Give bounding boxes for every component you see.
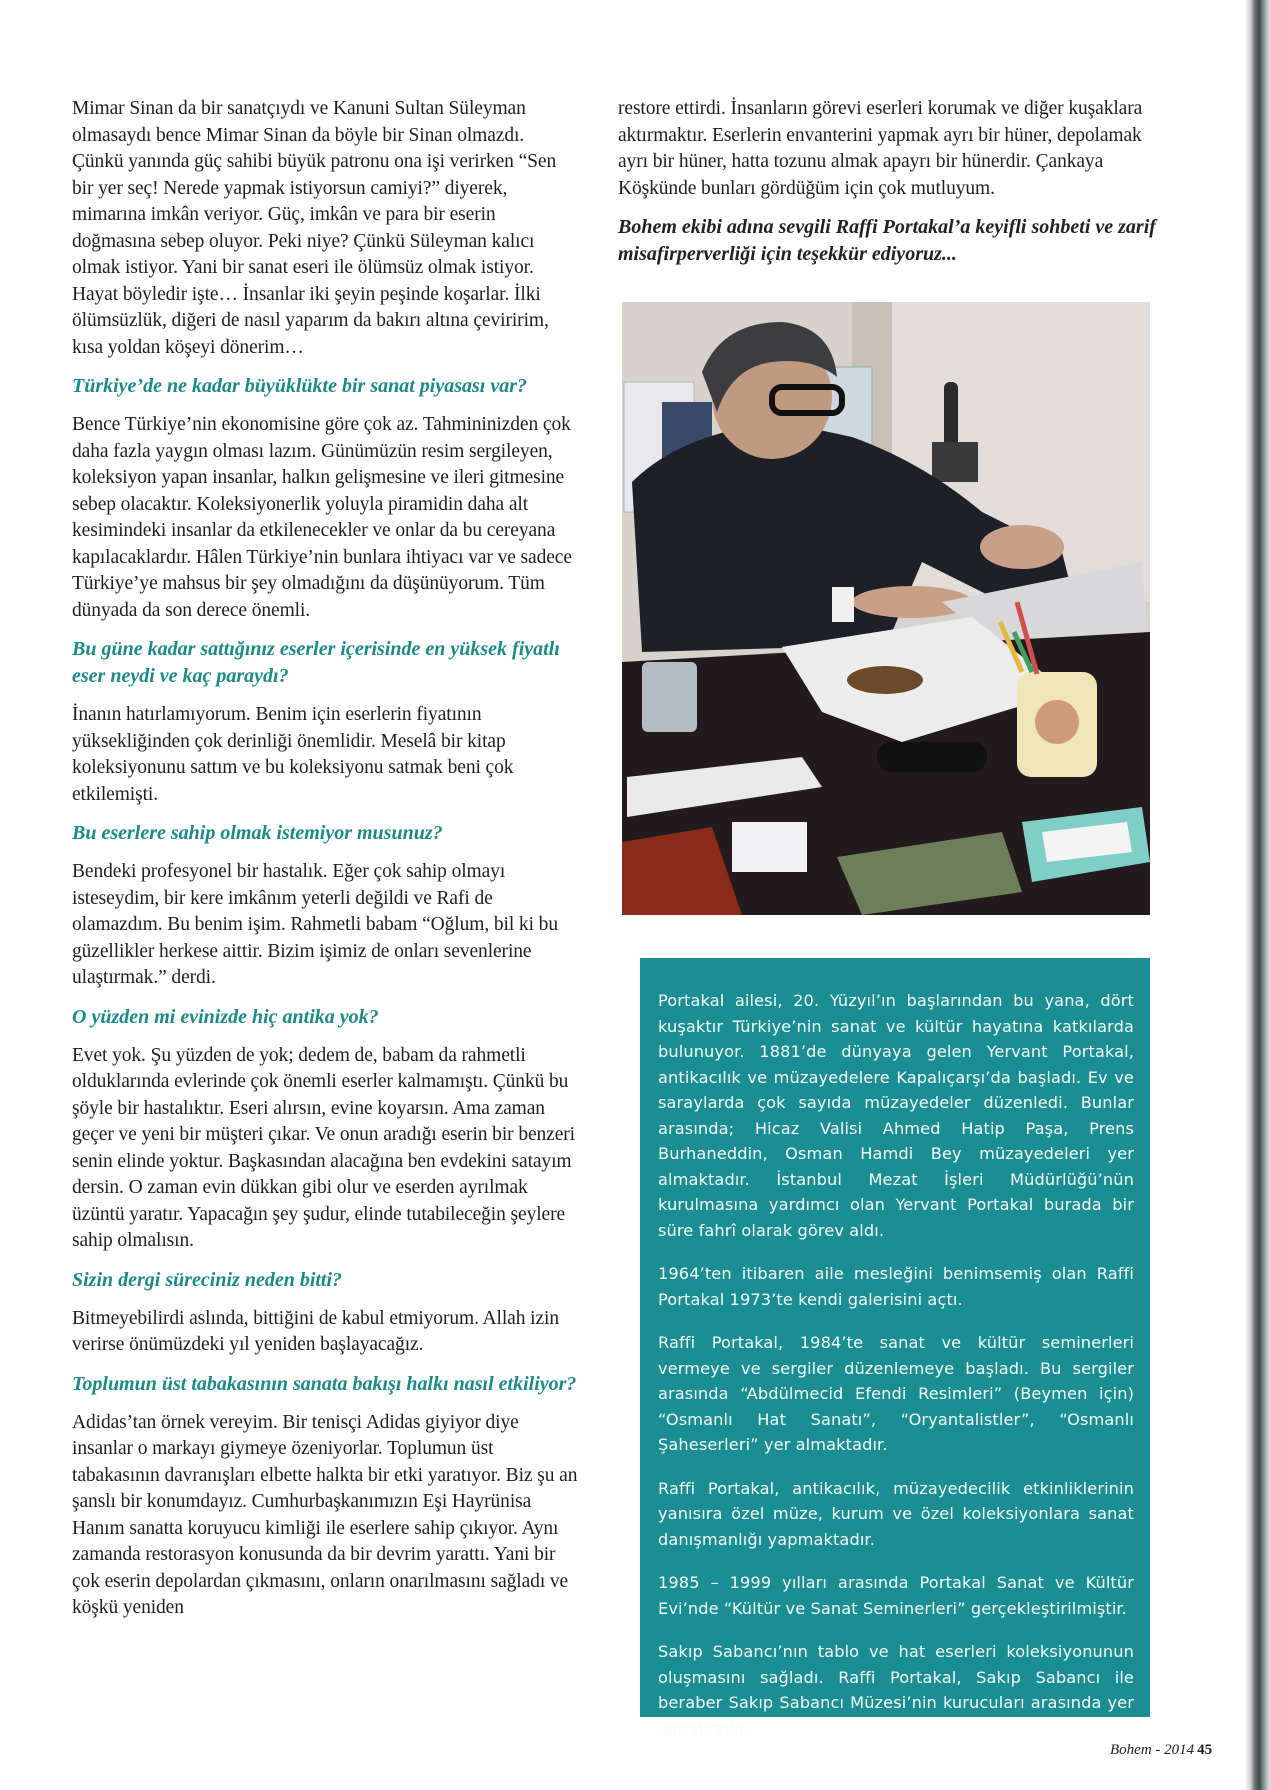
answer-paragraph: Evet yok. Şu yüzden de yok; dedem de, babam da rahmetli olduklarında evlerinde çok önemli eserler kalmamıştı. Çünkü bu şöyle bir hastalıktır. Eseri alırsın, evine koyarsın. Ama zaman geçer ve yeni bir müşteri çıkar. Ve onun aradığı eserin bir benzeri senin elinde yoktur. Başkasından alacağına ben evdekini satayım dersin. O zaman evin dükkan gibi olur ve eserden ayrılmak üzüntü yaratır. Yapacağın şey şudur, elinde tutabileceğin şeylere sahip olmalısın. [72,1044,575,1251]
page-binding-edge [1246,0,1270,1790]
answer-paragraph: Adidas’tan örnek vereyim. Bir tenisçi Adidas giyiyor diye insanlar o markayı giymeye özeniyorlar. Toplumun üst tabakasının davranışları elbette halkta bir etki yaratıyor. Biz şu an şanslı bir konumdayız. Cumhurbaşkanımızın Eşi Hayrünisa Hanım sanatta koruyucu kimliği ile eserlere sahip çıkıyor. Aynı zamanda restorasyon konusunda da bir devrim yarattı. Yani bir çok eserin depolardan çıkmasını, onların onarılmasını sağladı ve köşkü yeniden [72,1411,578,1618]
interview-question: Bu eserlere sahip olmak istemiyor musunuz? [72,822,443,844]
magazine-name: Bohem - 2014 [1110,1742,1195,1758]
interview-question: Sizin dergi süreciniz neden bitti? [72,1268,343,1291]
answer-paragraph: Bendeki profesyonel bir hastalık. Eğer çok sahip olmayı isteseydim, bir kere imkânım yeterli değildi ve Rafi de olamazdım. Bu benim işim. Rahmetli babam “Oğlum, bil ki bu güzellikler herkese aittir. Bizim işimiz de onları sevenlerine ulaştırmak.” derdi. [72,861,558,988]
continuation-paragraph: restore ettirdi. İnsanların görevi eserleri korumak ve diğer kuşaklara aktırmaktır. Eserlerin envanterini yapmak ayrı bir hüner, depolamak ayrı bir hüner, hatta tozunu almak apayrı bir hünerdir. Çankaya Köşkünde bunları gördüğüm için çok mutluyum. [618,98,1143,199]
answer-paragraph: Mimar Sinan da bir sanatçıydı ve Kanuni Sultan Süleyman olmasaydı bence Mimar Sinan da böyle bir Sinan olmazdı. Çünkü yanında güç sahibi büyük patronu ona işi verirken “Sen bir yer seç! Nerede yapmak istiyorsun camiyi?” diyerek, mimarına imkân veriyor. Güç, imkân ve para bir eserin doğmasına sebep oluyor. Peki niye? Çünkü Süleyman kalıcı olmak istiyor. Yani bir sanat eseri ile ölümsüz olmak istiyor. Hayat böyledir işte… İnsanlar iki şeyin peşinde koşarlar. İlki ölümsüzlük, diğeri de nasıl yaparım da bakırı altına çeviririm, kısa yoldan köşeyi dönerim… [72,98,557,358]
left-column [72,96,580,1634]
infobox-paragraph: 1964’ten itibaren aile mesleğini benimsemiş olan Raffi Portakal 1973’te kendi galerisini açtı. [658,1264,1134,1309]
infobox-paragraph: Raffi Portakal, 1984’te sanat ve kültür seminerleri vermeye ve sergiler düzenlemeye başladı. Bu sergiler arasında “Abdülmecid Efendi Resimleri” (Beymen için) “Osmanlı Hat Sanatı”, “Oryantalistler”, “Osmanlı Şaheserleri” yer almaktadır. [658,1333,1134,1454]
interview-question: Bu güne kadar sattığınız eserler içerisinde en yüksek fiyatlı eser neydi ve kaç paraydı? [72,638,560,687]
infobox-paragraph: Raffi Portakal, antikacılık, müzayedecilik etkinliklerinin yanısıra özel müze, kurum ve özel koleksiyonlara sanat danışmanlığı yapmaktadır. [658,1478,1134,1549]
infobox-paragraph: Sakıp Sabancı’nın tablo ve hat eserleri koleksiyonunun oluşmasını sağladı. Raffi Portakal, Sakıp Sabancı ile beraber Sakıp Sabancı Müzesi’nin kurucuları arasında yer almaktadır. [658,1642,1134,1738]
answer-paragraph: İnanın hatırlamıyorum. Benim için eserlerin fiyatının yüksekliğinden çok derinliği önemlidir. Meselâ bir kitap koleksiyonunu sattım ve bu koleksiyonu satmak beni çok etkilemişti. [72,704,514,805]
interview-question: Türkiye’de ne kadar büyüklükte bir sanat piyasası var? [72,375,528,397]
answer-paragraph: Bence Türkiye’nin ekonomisine göre çok az. Tahmininizden çok daha fazla yaygın olması lazım. Günümüzün resim sergileyen, koleksiyon yapan insanlar, halkın gelişmesine ve ileri gitmesine sebep olacaktır. Koleksiyonerlik yoluyla piramidin daha alt kesimindeki insanlar da etkilenecekler ve onlar da bu cereyana kapılacaklardır. Hâlen Türkiye’nin bunlara ihtiyacı var ve sadece Türkiye’ye mahsus bir şey olmadığını da düşünüyorum. Tüm dünyada da son derece önemli. [72,414,572,621]
page-number: 45 [1197,1742,1213,1758]
photo-illustration [622,302,1150,915]
infobox-paragraph: Portakal ailesi, 20. Yüzyıl’ın başlarından bu yana, dört kuşaktır Türkiye’nin sanat ve kültür hayatına katkılarda bulunuyor. 1881’de dünyaya gelen Yervant Portakal, antikacılık ve müzayedelere Kapalıçarşı’da başladı. Ev ve saraylarda çok sayıda müzayedeler düzenledi. Bunlar arasında; Hicaz Valisi Ahmed Hatip Paşa, Prens Burhaneddin, Osman Hamdi Bey müzayedeleri yer almaktadır. İstanbul Mezat İşleri Müdürlüğü’nün kurulmasına yardımcı olan Yervant Portakal burada bir süre fahrî olarak görev aldı. [658,991,1134,1240]
biography-infobox [640,958,1150,1738]
page-footer [1110,1742,1212,1759]
interview-photo [622,302,1150,915]
interview-question: Toplumun üst tabakasının sanata bakışı halkı nasıl etkiliyor? [72,1372,577,1395]
right-column [618,96,1158,268]
infobox-paragraph: 1985 – 1999 yılları arasında Portakal Sanat ve Kültür Evi’nde “Kültür ve Sanat Seminerleri” gerçekleştirilmiştir. [658,1573,1134,1618]
interview-question: O yüzden mi evinizde hiç antika yok? [72,1005,379,1028]
thanks-note: Bohem ekibi adına sevgili Raffi Portakal’a keyifli sohbeti ve zarif misafirperverliği için teşekkür ediyoruz... [618,216,1156,265]
answer-paragraph: Bitmeyebilirdi aslında, bittiğini de kabul etmiyorum. Allah izin verirse önümüzdeki yıl yeniden başlayacağız. [72,1307,559,1355]
